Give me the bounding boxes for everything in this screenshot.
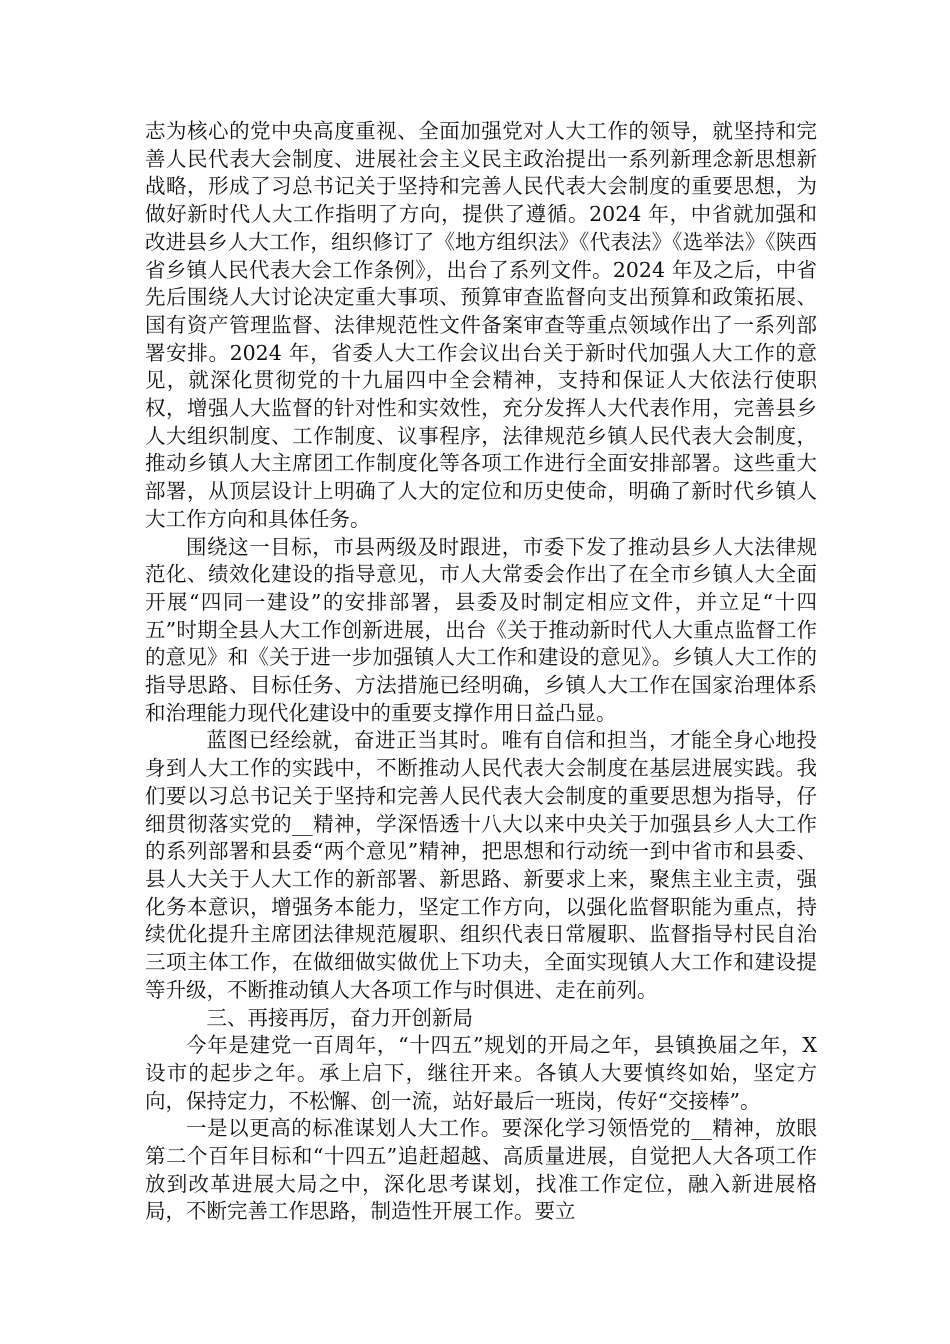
document-body bbox=[145, 118, 817, 1226]
paragraph-5: 今年是建党一百周年，“十四五”规划的开局之年，县镇换届之年，X 设市的起步之年。承上启下，继往开来。各镇人大要慎终如始，坚定方向，保持定力，不松懈、创一流，站好最后一班岗，传好“交接棒”。 bbox=[145, 1033, 817, 1113]
paragraph-6: 一是以更高的标准谋划人大工作。要深化学习领悟党的__精神，放眼第二个百年目标和“十四五”追赶超越、高质量进展，自觉把人大各项工作放到改革进展大局之中，深化思考谋划，找准工作定位，融入新进展格局，不断完善工作思路，制造性开展工作。要立 bbox=[145, 1116, 817, 1224]
paragraph-1: 志为核心的党中央高度重视、全面加强党对人大工作的领导，就坚持和完善人民代表大会制度、进展社会主义民主政治提出一系列新理念新思想新战略，形成了习总书记关于坚持和完善人民代表大会制度的重要思想，为做好新时代人大工作指明了方向，提供了遵循。2024 年，中省就加强和改进县乡人大工作，组织修订了《地方组织法》《代表法》《选举法》《陕西省乡镇人民代表大会工作条例》，出台了系列文件。2024 年及之后，中省先后围绕人大讨论决定重大事项、预算审查监督向支出预算和政策拓展、国有资产管理监督、法律规范性文件备案审查等重点领域作出了一系列部署安排。2024 年，省委人大工作会议出台关于新时代加强人大工作的意见，就深化贯彻党的十九届四中全会精神，支持和保证人大依法行使职权，增强人大监督的针对性和实效性，充分发挥人大代表作用，完善县乡人大组织制度、工作制度、议事程序，法律规范乡镇人民代表大会制度，推动乡镇人大主席团工作制度化等各项工作进行全面安排部署。这些重大部署，从顶层设计上明确了人大的定位和历史使命，明确了新时代乡镇人大工作方向和具体任务。 bbox=[145, 119, 817, 531]
section-heading: 三、再接再厉，奋力开创新局 bbox=[206, 1005, 473, 1030]
paragraph-2: 围绕这一目标，市县两级及时跟进，市委下发了推动县乡人大法律规范化、绩效化建设的指导意见，市人大常委会作出了在全市乡镇人大全面开展“四同一建设”的安排部署，县委及时制定相应文件，并立足“十四五”时期全县人大工作创新进展，出台《关于推动新时代人大重点监督工作的意见》和《关于进一步加强镇人大工作和建设的意见》。乡镇人大工作的指导思路、目标任务、方法措施已经明确，乡镇人大工作在国家治理体系和治理能力现代化建设中的重要支撑作用日益凸显。 bbox=[145, 534, 817, 725]
paragraph-3: 蓝图已经绘就，奋进正当其时。唯有自信和担当，才能全身心地投身到人大工作的实践中，不断推动人民代表大会制度在基层进展实践。我们要以习总书记关于坚持和完善人民代表大会制度的重要思想为指导，仔细贯彻落实党的__精神，学深悟透十八大以来中央关于加强县乡人大工作的系列部署和县委“两个意见”精神，把思想和行动统一到中省市和县委、县人大关于人大工作的新部署、新思路、新要求上来，聚焦主业主责，强化务本意识，增强务本能力，坚定工作方向，以强化监督职能为重点，持续优化提升主席团法律规范履职、组织代表日常履职、监督指导村民自治三项主体工作，在做细做实做优上下功夫，全面实现镇人大工作和建设提等升级，不断推动镇人大各项工作与时俱进、走在前列。 bbox=[145, 728, 817, 1002]
